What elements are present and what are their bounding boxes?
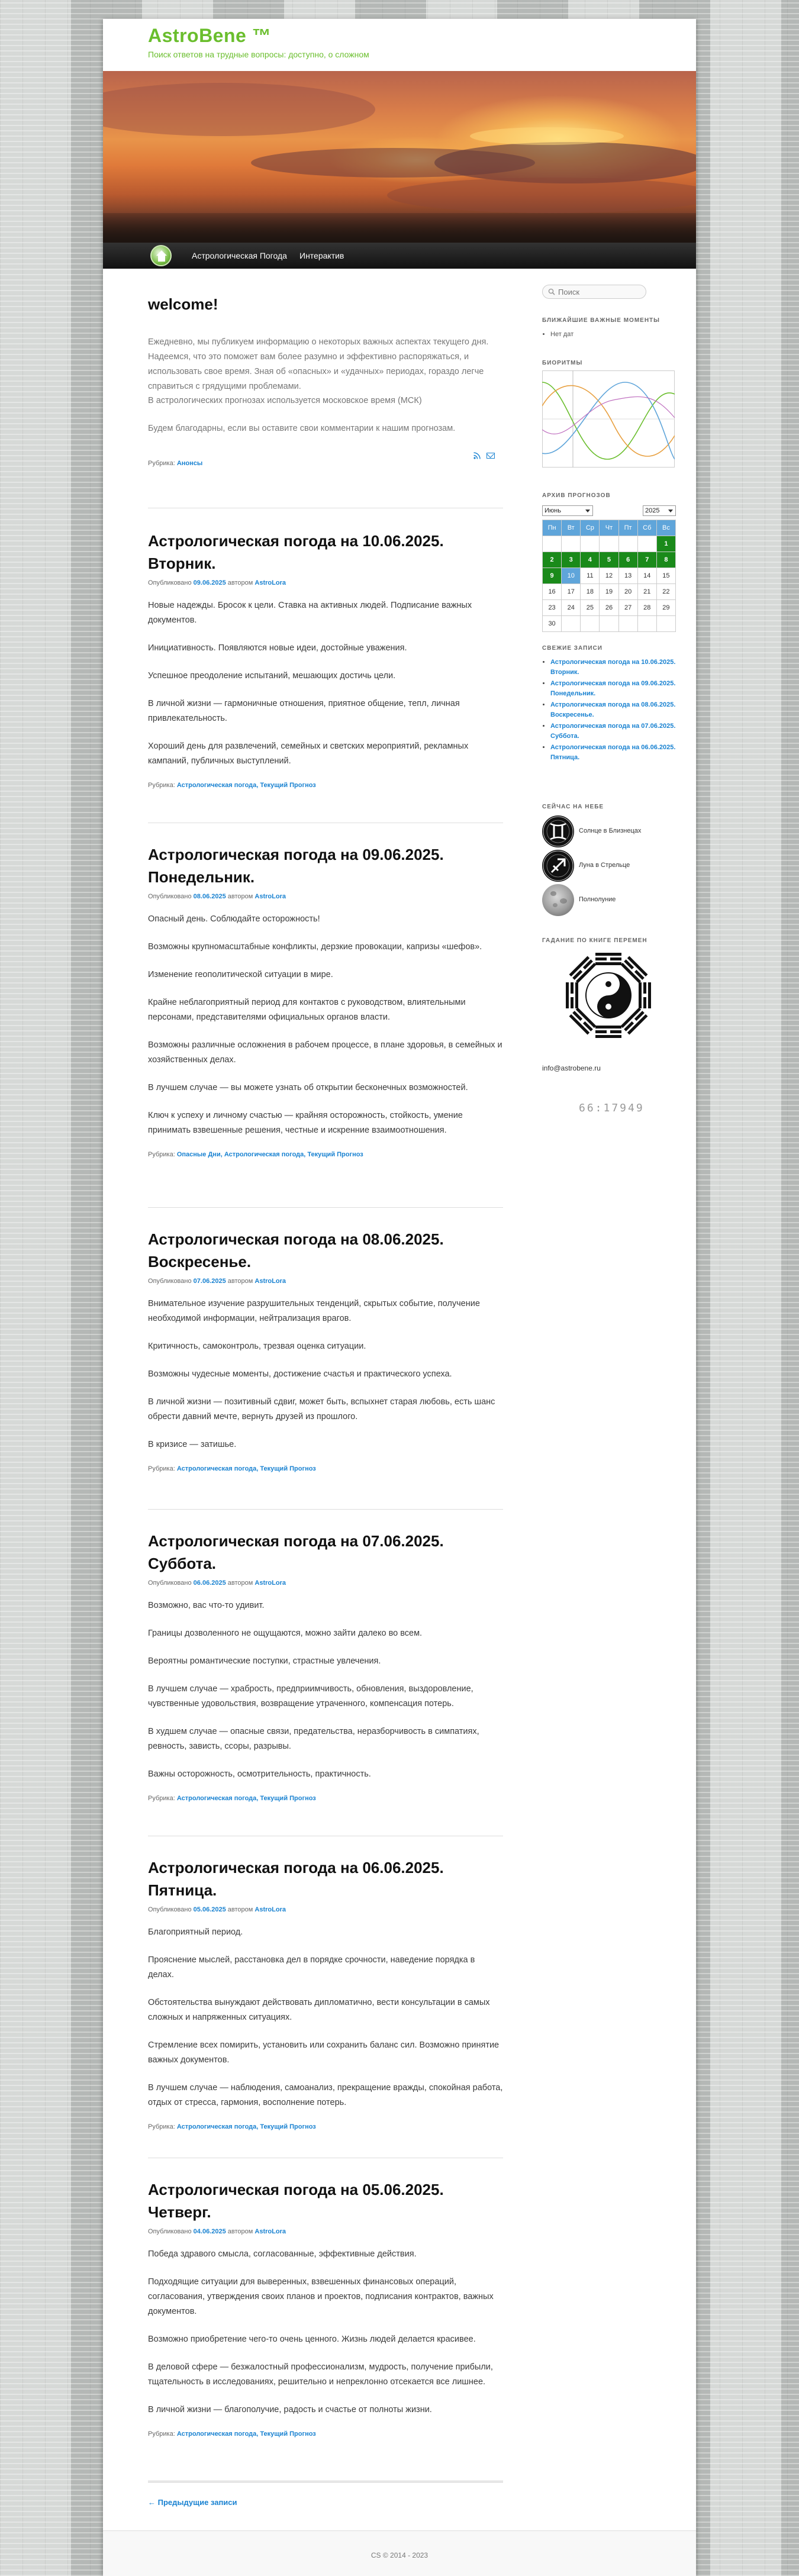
share-icons xyxy=(473,452,503,460)
previous-posts-link[interactable]: ← Предыдущие записи xyxy=(148,2498,237,2507)
list-item xyxy=(550,721,676,741)
mail-icon[interactable] xyxy=(487,453,495,459)
weekday-header: Пн xyxy=(543,520,562,536)
post-paragraph: Победа здравого смысла, согласованные, эффективные действия. xyxy=(148,2249,417,2259)
post-paragraph: Подходящие ситуации для выверенных, взвешенных финансовых операций, согласования, утверждения своих планов и проектов, подписания контрактов, важных документов. xyxy=(148,2277,494,2317)
sagittarius-sign-icon xyxy=(542,850,574,882)
post-paragraph: Стремление всех помирить, установить или сохранить баланс сил. Возможно принятие важных документов. xyxy=(148,2040,500,2065)
contact-email[interactable]: info@astrobene.ru xyxy=(542,1064,601,1072)
category-link[interactable]: Анонсы xyxy=(176,460,203,468)
post-paragraph: Крайне неблагоприятный период для контактов с руководством, влиятельными персонами, представителями официальных органов власти. xyxy=(148,998,466,1023)
post-paragraph: В худшем случае — опасные связи, предательства, неразборчивость в симпатиях, ревность, зависть, ссоры, разрывы. xyxy=(148,1727,479,1751)
widget-upcoming xyxy=(542,317,676,341)
post-byline: Опубликовано 08.06.2025 автором AstroLora xyxy=(148,893,286,901)
post-paragraph: Важны осторожность, осмотрительность, практичность. xyxy=(148,1769,371,1779)
post-byline: Опубликовано 06.06.2025 автором AstroLora xyxy=(148,1579,286,1587)
calendar-day-link[interactable]: 2 xyxy=(543,552,562,568)
weekday-header: Вт xyxy=(562,520,581,536)
calendar-day xyxy=(581,616,600,632)
post-author-link[interactable]: AstroLora xyxy=(254,1579,286,1587)
post-paragraph: В личной жизни — благополучие, радость и счастье от полноты жизни. xyxy=(148,2404,432,2414)
widget-title: СЕЙЧАС НА НЕБЕ xyxy=(542,804,604,810)
calendar-day: 30 xyxy=(543,616,562,632)
sky-item-label: Луна в Стрельце xyxy=(579,862,630,869)
post-paragraph: Инициативность. Появляются новые идеи, достойные уважения. xyxy=(148,643,407,653)
post-paragraph: Вероятны романтические поступки, страстные увлечения. xyxy=(148,1656,381,1666)
site-header xyxy=(103,19,696,71)
widget-title: СВЕЖИЕ ЗАПИСИ xyxy=(542,645,603,652)
calendar-day: 25 xyxy=(581,600,600,616)
widget-title: ГАДАНИЕ ПО КНИГЕ ПЕРЕМЕН xyxy=(542,937,647,944)
full-moon-icon xyxy=(542,884,574,916)
post-paragraph: Хороший день для развлечений, семейных и светских мероприятий, рекламных кампаний, публичных выступлений. xyxy=(148,741,469,766)
list-item xyxy=(550,679,676,698)
post-date-link[interactable]: 09.06.2025 xyxy=(193,579,226,587)
calendar-day-link[interactable]: 8 xyxy=(656,552,675,568)
category-link[interactable]: Астрологическая погода, Текущий Прогноз xyxy=(176,2123,316,2130)
calendar-day-link[interactable]: 3 xyxy=(562,552,581,568)
post-author-link[interactable]: AstroLora xyxy=(254,1278,286,1285)
search-input[interactable] xyxy=(542,285,646,299)
post-date-link[interactable]: 04.06.2025 xyxy=(193,2228,226,2236)
post-date-link[interactable]: 07.06.2025 xyxy=(193,1278,226,1285)
post-title[interactable]: Астрологическая погода на 05.06.2025. Четверг. xyxy=(148,2181,444,2221)
recent-post-link[interactable]: Астрологическая погода на 09.06.2025. Понедельник. xyxy=(550,680,676,697)
calendar-day: 29 xyxy=(656,600,675,616)
calendar-day: 23 xyxy=(543,600,562,616)
category-link[interactable]: Астрологическая погода, Текущий Прогноз xyxy=(176,2430,316,2438)
chevron-down-icon xyxy=(585,510,590,512)
calendar-day: 12 xyxy=(600,568,618,584)
weekday-header: Ср xyxy=(581,520,600,536)
post-categories: Рубрика: Опасные Дни, Астрологическая погода, Текущий Прогноз xyxy=(148,1150,363,1158)
nav-item-astro-weather[interactable]: Астрологическая Погода xyxy=(192,251,287,260)
recent-post-link[interactable]: Астрологическая погода на 06.06.2025. Пятница. xyxy=(550,744,676,761)
weekday-header: Чт xyxy=(600,520,618,536)
copyright-text: CS © 2014 - 2023 xyxy=(370,2551,429,2559)
calendar-day: 26 xyxy=(600,600,618,616)
post-paragraph: В лучшем случае — наблюдения, самоанализ, прекращение вражды, спокойная работа, отдых от стресса, гармония, восполнение потерь. xyxy=(148,2082,503,2107)
post-paragraph: Будем благодарны, если вы оставите свои комментарии к нашим прогнозам. xyxy=(148,424,456,434)
post-paragraph: Обстоятельства вынуждают действовать дипломатично, вести консультации в самых сложных и напряженных ситуациях. xyxy=(148,1998,490,2023)
home-icon[interactable] xyxy=(150,245,172,266)
calendar-day: 15 xyxy=(656,568,675,584)
site-description: Поиск ответов на трудные вопросы: доступно, о сложном xyxy=(148,50,369,59)
sky-item-label: Солнце в Близнецах xyxy=(579,827,642,834)
nav-item-interactive[interactable]: Интерактив xyxy=(299,251,344,260)
post-paragraph: Успешное преодоление испытаний, мешающих достичь цели. xyxy=(148,671,396,681)
month-select[interactable]: Июнь xyxy=(542,505,593,516)
post xyxy=(148,1530,503,1802)
category-link[interactable]: Опасные Дни, Астрологическая погода, Текущий Прогноз xyxy=(176,1150,363,1158)
post-title[interactable]: Астрологическая погода на 10.06.2025. Вторник. xyxy=(148,532,444,572)
list-item xyxy=(550,743,676,762)
calendar-day: 13 xyxy=(618,568,637,584)
post-paragraph: Ежедневно, мы публикуем информацию о некоторых важных аспектах текущего дня. Надеемся, что это поможет вам более разумно и эффективно распоряжаться, и использовать свое время. Зная об «опасных» и «удачных» периодах, гораздо легче справиться с грядущими проблемами. xyxy=(148,337,489,391)
list-item xyxy=(550,657,676,677)
calendar-day: 24 xyxy=(562,600,581,616)
post-author-link[interactable]: AstroLora xyxy=(254,893,286,901)
year-select[interactable]: 2025 xyxy=(643,505,676,516)
post-paragraph: Внимательное изучение разрушительных тенденций, скрытых событие, получение необходимой информации, нейтрализация врагов. xyxy=(148,1299,480,1324)
post xyxy=(148,2179,503,2438)
widget-archive-title xyxy=(542,492,676,499)
calendar-day: 20 xyxy=(618,584,637,600)
widget-title: БИОРИТМЫ xyxy=(542,360,583,366)
post-byline: Опубликовано 05.06.2025 автором AstroLora xyxy=(148,1906,286,1914)
calendar-day-link[interactable]: 5 xyxy=(600,552,618,568)
post-paragraph: Возможны чудесные моменты, достижение счастья и практического успеха. xyxy=(148,1369,452,1379)
recent-post-link[interactable]: Астрологическая погода на 08.06.2025. Воскресенье. xyxy=(550,701,676,718)
intro-post xyxy=(148,294,503,467)
post-date-link[interactable]: 08.06.2025 xyxy=(193,893,226,901)
recent-post-link[interactable]: Астрологическая погода на 07.06.2025. Суббота. xyxy=(550,723,676,740)
site-footer xyxy=(103,2530,696,2576)
post-paragraph: В личной жизни — гармоничные отношения, приятное общение, тепл, личная привлекательность. xyxy=(148,699,460,724)
post-title[interactable]: Астрологическая погода на 07.06.2025. Суббота. xyxy=(148,1532,444,1572)
post-title[interactable]: welcome! xyxy=(148,295,218,313)
post-paragraph: Границы дозволенного не ощущаются, можно зайти далеко во всем. xyxy=(148,1629,423,1639)
widget-biorhythm xyxy=(542,360,676,366)
calendar-day: 11 xyxy=(581,568,600,584)
recent-post-link[interactable]: Астрологическая погода на 10.06.2025. Вторник. xyxy=(550,659,676,676)
header-banner-image xyxy=(103,71,696,243)
post-paragraph: Благоприятный период. xyxy=(148,1927,243,1937)
list-item: • Нет дат xyxy=(550,330,676,340)
calendar-day xyxy=(543,536,562,552)
calendar-day: 18 xyxy=(581,584,600,600)
post-divider xyxy=(148,1207,503,1208)
post-paragraph: Возможно приобретение чего-то очень ценного. Жизнь людей делается красивее. xyxy=(148,2335,476,2345)
post-paragraph: В кризисе — затишье. xyxy=(148,1440,237,1449)
category-link[interactable]: Астрологическая погода, Текущий Прогноз xyxy=(176,781,316,789)
calendar-day: 14 xyxy=(637,568,656,584)
widget-title: АРХИВ ПРОГНОЗОВ xyxy=(542,492,611,499)
calendar-day: 17 xyxy=(562,584,581,600)
calendar-grid xyxy=(542,520,676,632)
post-categories: Рубрика: Астрологическая погода, Текущий Прогноз xyxy=(148,2430,316,2438)
calendar-day: 27 xyxy=(618,600,637,616)
calendar-day: 21 xyxy=(637,584,656,600)
calendar-day-link[interactable]: 9 xyxy=(543,568,562,584)
sky-item-label: Полнолуние xyxy=(579,896,616,903)
post-byline: Опубликовано 07.06.2025 автором AstroLora xyxy=(148,1278,286,1285)
calendar-day xyxy=(637,616,656,632)
calendar-day xyxy=(581,536,600,552)
list-item xyxy=(550,700,676,720)
bagua-yin-yang-icon[interactable] xyxy=(563,950,653,1040)
widget-recent-posts xyxy=(542,645,676,764)
post-title[interactable]: Астрологическая погода на 06.06.2025. Пятница. xyxy=(148,1859,444,1899)
post xyxy=(148,844,503,1158)
calendar-day xyxy=(637,536,656,552)
post-paragraph: Возможны различные осложнения в рабочем процессе, в плане здоровья, в семейных и хозяйственных делах. xyxy=(148,1040,502,1065)
calendar-day xyxy=(562,616,581,632)
site-title[interactable]: AstroBene ™ xyxy=(148,25,272,46)
post-categories: Рубрика: Анонсы xyxy=(148,460,203,468)
post-title[interactable]: Астрологическая погода на 08.06.2025. Воскресенье. xyxy=(148,1230,444,1271)
page-container xyxy=(103,19,696,2576)
post-date-link[interactable]: 05.06.2025 xyxy=(193,1906,226,1914)
post-author-link[interactable]: AstroLora xyxy=(254,2228,286,2236)
calendar-day-today[interactable]: 10 xyxy=(562,568,581,584)
post xyxy=(148,1857,503,2130)
pagination-divider xyxy=(148,2481,503,2482)
calendar-day: 19 xyxy=(600,584,618,600)
calendar-day xyxy=(618,616,637,632)
gemini-sign-icon xyxy=(542,815,574,847)
post-paragraph: В лучшем случае — храбрость, предприимчивость, обновления, выздоровление, чувственные удовольствия, возвращение утраченного, компенсация потерь. xyxy=(148,1684,473,1709)
visit-counter: 66:17949 xyxy=(579,1102,645,1114)
post xyxy=(148,1229,503,1472)
post-paragraph: Изменение геополитической ситуации в мире. xyxy=(148,970,333,980)
post-paragraph: Возможно, вас что-то удивит. xyxy=(148,1601,265,1611)
biorhythm-chart[interactable] xyxy=(542,370,675,468)
main-navigation xyxy=(103,243,696,269)
calendar-day xyxy=(656,616,675,632)
widget-sky-now-title xyxy=(542,804,676,810)
post-paragraph: Новые надежды. Бросок к цели. Ставка на активных людей. Подписание важных документов. xyxy=(148,601,472,626)
calendar-day xyxy=(618,536,637,552)
post-byline: Опубликовано 04.06.2025 автором AstroLora xyxy=(148,2228,286,2236)
weekday-header: Сб xyxy=(637,520,656,536)
category-link[interactable]: Астрологическая погода, Текущий Прогноз xyxy=(176,1794,316,1802)
weekday-header: Вс xyxy=(656,520,675,536)
rss-icon[interactable] xyxy=(473,452,481,459)
post-categories: Рубрика: Астрологическая погода, Текущий Прогноз xyxy=(148,781,316,789)
post-title[interactable]: Астрологическая погода на 09.06.2025. Понедельник. xyxy=(148,846,444,886)
widget-title: БЛИЖАЙШИЕ ВАЖНЫЕ МОМЕНТЫ xyxy=(542,317,660,324)
calendar-day-link[interactable]: 7 xyxy=(637,552,656,568)
post-byline: Опубликовано 09.06.2025 автором AstroLora xyxy=(148,579,286,587)
calendar-day xyxy=(562,536,581,552)
calendar-day: 16 xyxy=(543,584,562,600)
post-paragraph: В личной жизни — позитивный сдвиг, может быть, вспыхнет старая любовь, есть шанс обрести давний мечте, вернуть друзей из прошлого. xyxy=(148,1397,495,1422)
calendar-day xyxy=(600,536,618,552)
post-paragraph: В астрологических прогнозах используется московское время (МСК) xyxy=(148,396,422,406)
post-paragraph: Прояснение мыслей, расстановка дел в порядке срочности, наведение порядка в делах. xyxy=(148,1955,475,1980)
post-date-link[interactable]: 06.06.2025 xyxy=(193,1579,226,1587)
calendar-day-link[interactable]: 1 xyxy=(656,536,675,552)
search-icon xyxy=(548,288,555,295)
calendar-day: 22 xyxy=(656,584,675,600)
post-categories: Рубрика: Астрологическая погода, Текущий Прогноз xyxy=(148,2123,316,2130)
calendar-day-link[interactable]: 6 xyxy=(618,552,637,568)
calendar-day: 28 xyxy=(637,600,656,616)
weekday-header: Пт xyxy=(618,520,637,536)
category-link[interactable]: Астрологическая погода, Текущий Прогноз xyxy=(176,1465,316,1472)
post-paragraph: Опасный день. Соблюдайте осторожность! xyxy=(148,914,320,924)
chevron-down-icon xyxy=(668,510,673,512)
post-paragraph: Ключ к успеху и личному счастью — крайняя осторожность, стойкость, умение принимать взвешенные решения, честные и искренние взаимоотношения. xyxy=(148,1110,463,1135)
post-paragraph: Возможны крупномасштабные конфликты, дерзкие провокации, капризы «шефов». xyxy=(148,942,482,952)
post-divider xyxy=(148,1509,503,1510)
calendar-day xyxy=(600,616,618,632)
post-categories: Рубрика: Астрологическая погода, Текущий Прогноз xyxy=(148,1794,316,1802)
post-author-link[interactable]: AstroLora xyxy=(254,579,286,587)
post-paragraph: В лучшем случае — вы можете узнать об открытии бесконечных возможностей. xyxy=(148,1082,468,1092)
post-categories: Рубрика: Астрологическая погода, Текущий Прогноз xyxy=(148,1465,316,1472)
post-author-link[interactable]: AstroLora xyxy=(254,1906,286,1914)
post xyxy=(148,530,503,789)
calendar-day-link[interactable]: 4 xyxy=(581,552,600,568)
post-paragraph: Критичность, самоконтроль, трезвая оценка ситуации. xyxy=(148,1342,366,1352)
widget-iching-title xyxy=(542,937,676,944)
post-paragraph: В деловой сфере — безжалостный профессионализм, мудрость, получение прибыли, тщательность в исследованиях, решительно и непреклонно отсекается все лишнее. xyxy=(148,2362,493,2387)
